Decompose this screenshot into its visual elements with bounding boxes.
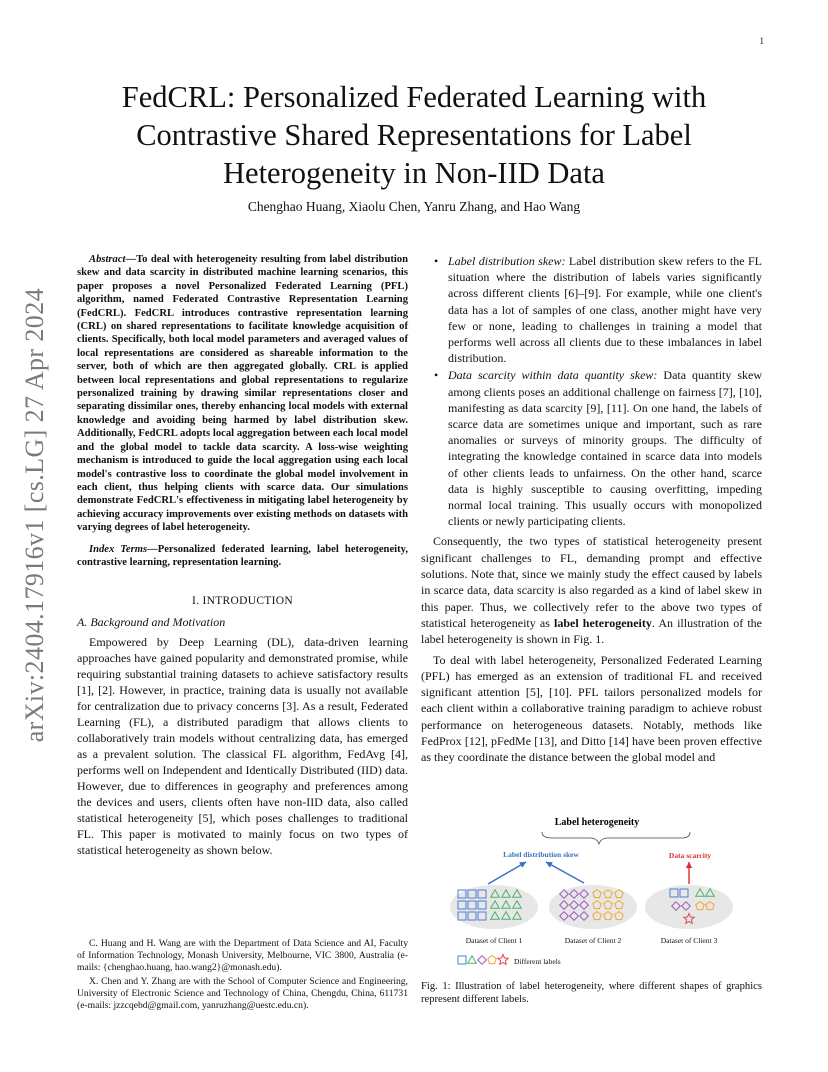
subsection-heading-background: A. Background and Motivation bbox=[77, 615, 226, 630]
intro-paragraph: Empowered by Deep Learning (DL), data-driven learning approaches have gained popularity and demonstrated promise, while requiring substantial training datasets to achieve satisfactory results [1], [2]. However, in practice, training data is usually not available for centralization due to privacy concerns [3]. As a result, Federated Learning (FL), a distributed paradigm that allows clients to collaboratively train models without centralizing data, has emerged as a prevalent solution. The classical FL algorithm, FedAvg [4], performs well on Independent and Identically Distributed (IID) data. However, due to differences in geography and preferences among the devices and users, clients often have non-IID data, also called statistical heterogeneity [5], which poses challenges to traditional FL. This paper is motivated to mainly focus on two types of statistical heterogeneity as shown below. bbox=[77, 635, 408, 858]
abstract bbox=[77, 253, 408, 535]
label-skew-heading: Label distribution skew bbox=[503, 850, 579, 859]
figure-diagram bbox=[444, 810, 752, 970]
figure-caption: Fig. 1: Illustration of label heterogeneity, where different shapes of graphics represent different labels. bbox=[421, 981, 762, 1006]
figure-shapes bbox=[450, 862, 733, 964]
consequently-text-after: . An illustration of the label heterogeneity is shown in Fig. 1. bbox=[421, 615, 762, 647]
consequently-paragraph bbox=[421, 533, 762, 647]
bullet-text: Label distribution skew refers to the FL situation where the distribution of labels varies significantly across different clients [6]–[9]. For example, while one client's data has a lot of samples of one class, another might have very few or none, leading to challenges in training a model that performs well across all clients due to these imbalances in label distribution. bbox=[448, 254, 763, 366]
pfl-paragraph: To deal with label heterogeneity, Personalized Federated Learning (PFL) has emerged as an extension of traditional FL and received significant attention [5], [10]. PFL tailors personalized models for each client within a collaborative training paradigm to achieve robust performance on heterogeneous datasets. Notably, methods like FedProx [12], pFedMe [13], and Ditto [14] have been proven effective as they coordinate the distance between the global model and bbox=[421, 652, 762, 765]
page-number: 1 bbox=[759, 36, 764, 46]
data-scarcity-heading: Data scarcity bbox=[668, 851, 712, 860]
diamond-label-icon bbox=[478, 956, 487, 965]
author-list: Chenghao Huang, Xiaolu Chen, Yanru Zhang, and Hao Wang bbox=[247, 199, 581, 214]
footnote-affiliation-uestc: X. Chen and Y. Zhang are with the School of Computer Science and Engineering, University of Electronic Science and Technology of China, Chengdu, China, 611731 (e-mails: jzzcqebd@gmail.com, yanruzhang@uestc.edu.cn). bbox=[77, 975, 408, 1012]
bullet-icon: • bbox=[434, 254, 439, 268]
heterogeneity-types-list bbox=[421, 253, 762, 529]
arrow-client2-to-skew bbox=[546, 862, 584, 883]
client-1-label: Dataset of Client 1 bbox=[465, 936, 523, 945]
label-heterogeneity-term: label heterogeneity bbox=[553, 615, 652, 630]
arrow-client1-to-skew bbox=[488, 862, 526, 884]
pentagon-label-icon bbox=[488, 956, 496, 964]
paper-title: FedCRL: Personalized Federated Learning with Contrastive Shared Representations for Label Heterogeneity in Non-IID Data bbox=[121, 80, 707, 190]
bullet-icon: • bbox=[434, 368, 439, 383]
bullet-lead: Data scarcity within data quantity skew: bbox=[448, 368, 658, 383]
legend-label: Different labels bbox=[514, 957, 561, 966]
index-terms bbox=[77, 543, 408, 570]
section-heading-introduction: I. INTRODUCTION bbox=[192, 595, 293, 608]
arrow-client3-to-scarcity-head bbox=[686, 862, 692, 868]
abstract-lead: Abstract bbox=[89, 254, 126, 265]
list-item-data-scarcity bbox=[421, 367, 762, 529]
consequently-text-before: Consequently, the two types of statistical heterogeneity present significant challenges to FL, demanding prompt and effective solutions. Note that, since we mainly study the effect caused by labels in scarce data, data scarcity is also regarded as a kind of label skew in this paper. Thus, we collectively refer to the above two types of statistical heterogeneity as bbox=[421, 534, 762, 630]
index-terms-lead: Index Terms bbox=[89, 543, 148, 555]
figure-title: Label heterogeneity bbox=[554, 817, 640, 828]
footnote-affiliation-monash: C. Huang and H. Wang are with the Department of Data Science and AI, Faculty of Information Technology, Monash University, Melbourne, VIC 3800, Australia (e-mails: {chenghao.huang, hao.wang2}@monash.edu). bbox=[77, 938, 408, 974]
list-item-label-distribution-skew bbox=[421, 253, 762, 366]
star-label-icon bbox=[498, 955, 508, 965]
square-label-icon bbox=[458, 956, 466, 964]
abstract-text: —To deal with heterogeneity resulting from label distribution skew and data scarcity in distributed machine learning scenarios, this paper proposes a novel Personalized Federated Learning (PFL) algorithm, named Federated Contrastive Representation Learning (FedCRL). FedCRL introduces contrastive representation learning (CRL) on shared representations to facilitate knowledge acquisition of clients. Specifically, both local model parameters and averaged values of local representations are considered as shareable information to the server, both of which are then aggregated globally. CRL is applied between local representations and global representations to regularize personalized training by drawing similar representations closer and separating dissimilar ones, thereby enhancing local models with external knowledge and avoiding being harmed by label distribution skew. Additionally, FedCRL adopts local aggregation between each local model and the global model to tackle data scarcity. A loss-wise weighting mechanism is introduced to guide the local aggregation using each local model's contrastive loss to coordinate the global model involvement in each client, thus helping clients with scarce data. Our simulations demonstrate FedCRL's effectiveness in mitigating label heterogeneity by achieving accuracy improvements over existing methods on datasets with varying degrees of label heterogeneity. bbox=[77, 254, 408, 534]
index-terms-text: —Personalized federated learning, label heterogeneity, contrastive learning, representation learning. bbox=[77, 543, 408, 568]
triangle-label-icon bbox=[468, 956, 477, 964]
brace-icon bbox=[542, 832, 690, 844]
bullet-lead: Label distribution skew: bbox=[448, 254, 566, 268]
client-2-label: Dataset of Client 2 bbox=[564, 936, 622, 945]
figure-label-heterogeneity bbox=[444, 810, 752, 970]
client-3-label: Dataset of Client 3 bbox=[660, 936, 718, 945]
right-column bbox=[421, 253, 762, 766]
bullet-text: Data quantity skew among clients poses an additional challenge on fairness [7], [10], manifesting as data scarcity [9], [11]. On one hand, the labels of scarce data are sometimes unique and important, such as rare anomalies or surveys of minority groups. The difficulty of integrating the knowledge contained in scarce data into models of other clients leads to unfairness. On the other hand, scarce data is highly susceptible to causing overfitting, impeding normal local training. This usually occurs with monopolized clients or newly participating clients. bbox=[448, 368, 762, 529]
left-column bbox=[77, 253, 408, 858]
footnotes bbox=[77, 938, 408, 1013]
arxiv-identifier: arXiv:2404.17916v1 [cs.LG] 27 Apr 2024 bbox=[20, 288, 49, 743]
